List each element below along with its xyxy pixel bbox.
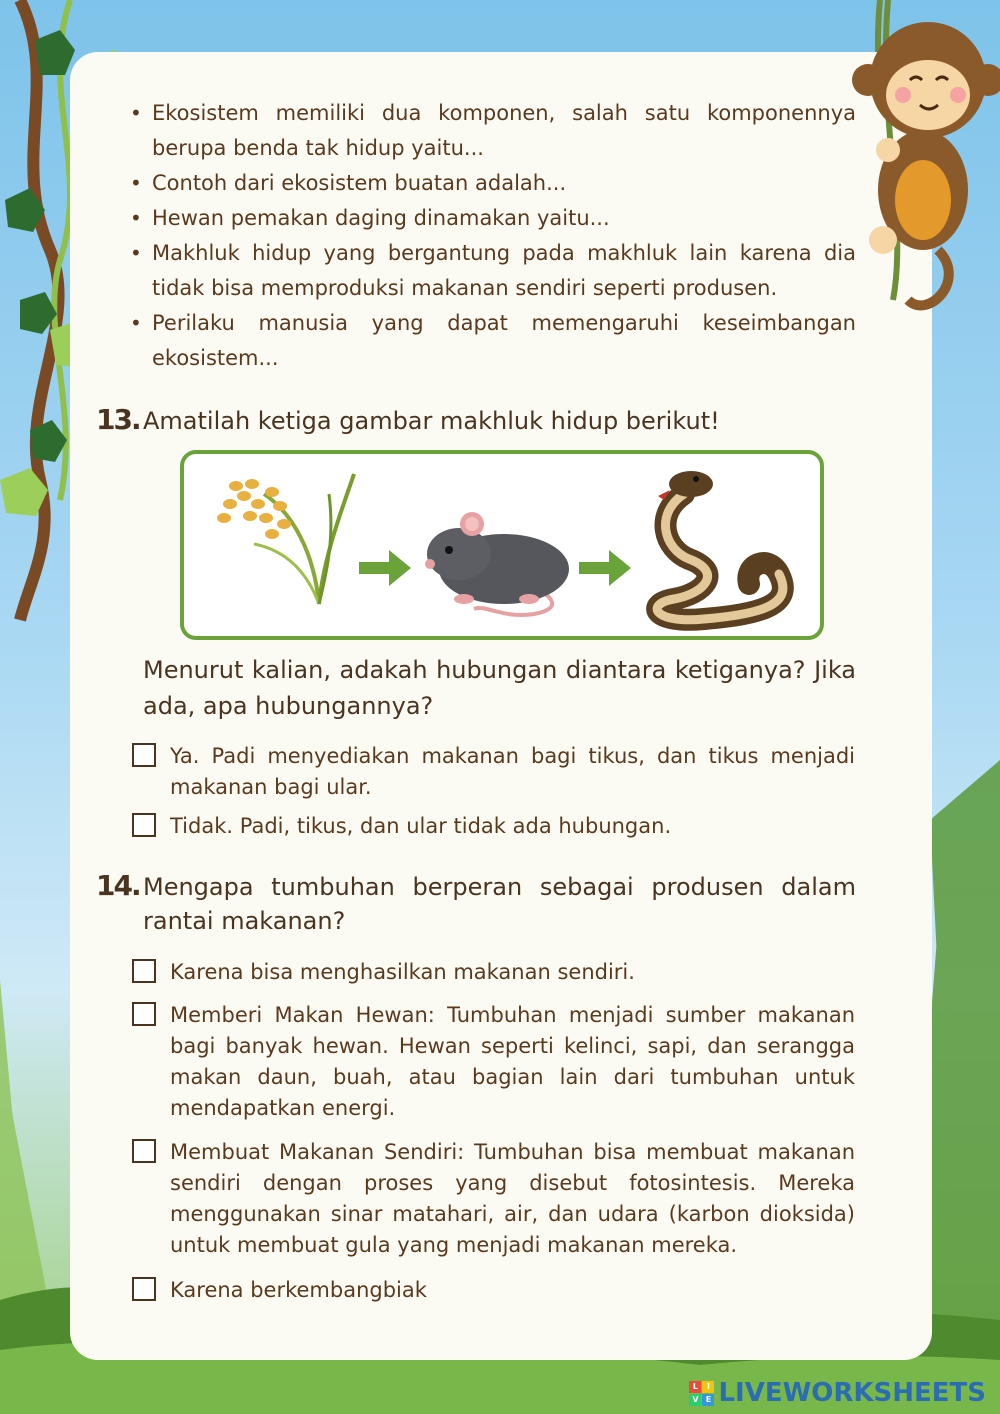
answer-option xyxy=(132,811,856,842)
question-14-number: 14. xyxy=(96,869,140,902)
answer-checkbox[interactable] xyxy=(132,1277,156,1301)
bullet-item: • Makhluk hidup yang bergantung pada makhluk lain karena dia tidak bisa memproduksi makanan sendiri seperti produsen. xyxy=(152,236,856,306)
logo-letter: L xyxy=(689,1381,701,1393)
answer-checkbox[interactable] xyxy=(132,813,156,837)
answer-option xyxy=(132,1000,856,1124)
bullet-list xyxy=(152,96,856,376)
bullet-item: • Contoh dari ekosistem buatan adalah... xyxy=(152,166,856,201)
question-14-text: Mengapa tumbuhan berperan sebagai produsen dalam rantai makanan? xyxy=(143,873,856,935)
answer-option-text: Memberi Makan Hewan: Tumbuhan menjadi sumber makanan bagi banyak hewan. Hewan seperti kelinci, sapi, dan serangga makan daun, buah, atau bagian lain dari tumbuhan untuk mendapatkan energi. xyxy=(170,1003,855,1120)
question-13-text: Amatilah ketiga gambar makhluk hidup berikut! xyxy=(143,407,720,435)
question-13-subquestion: Menurut kalian, adakah hubungan diantara ketiganya? Jika ada, apa hubungannya? xyxy=(143,656,856,720)
brand-name: LIVEWORKSHEETS xyxy=(718,1378,986,1408)
liveworksheets-logo[interactable] xyxy=(689,1378,986,1408)
liveworksheets-logo-mark xyxy=(689,1381,714,1406)
answer-option xyxy=(132,1137,856,1261)
bullet-item: • Hewan pemakan daging dinamakan yaitu... xyxy=(152,201,856,236)
answer-checkbox[interactable] xyxy=(132,743,156,767)
bullet-item: • Ekosistem memiliki dua komponen, salah satu komponennya berupa benda tak hidup yaitu... xyxy=(152,96,856,166)
answer-option xyxy=(132,1275,856,1306)
food-chain-image-frame xyxy=(180,450,824,640)
answer-option-text: Membuat Makanan Sendiri: Tumbuhan bisa membuat makanan sendiri dengan proses yang disebut fotosintesis. Mereka menggunakan sinar matahari, air, dan udara (karbon dioksida) untuk membuat gula yang menjadi makanan mereka. xyxy=(170,1140,855,1257)
monkey-icon xyxy=(848,0,1000,330)
arrow-right-icon xyxy=(579,550,631,586)
logo-letter: E xyxy=(702,1394,714,1406)
mouse-icon xyxy=(425,512,569,615)
logo-letter: V xyxy=(689,1394,701,1406)
bullet-item: • Perilaku manusia yang dapat memengaruhi keseimbangan ekosistem... xyxy=(152,306,856,376)
question-13-number: 13. xyxy=(96,403,140,436)
answer-option-text: Karena berkembangbiak xyxy=(170,1278,427,1302)
logo-letter: I xyxy=(702,1381,714,1393)
answer-option xyxy=(132,741,856,803)
answer-option-text: Ya. Padi menyediakan makanan bagi tikus, dan tikus menjadi makanan bagi ular. xyxy=(170,744,855,799)
answer-checkbox[interactable] xyxy=(132,1139,156,1163)
answer-option-text: Tidak. Padi, tikus, dan ular tidak ada hubungan. xyxy=(170,814,672,838)
answer-option-text: Karena bisa menghasilkan makanan sendiri. xyxy=(170,960,635,984)
answer-checkbox[interactable] xyxy=(132,1002,156,1026)
arrow-right-icon xyxy=(359,550,411,586)
rice-plant-icon xyxy=(217,474,354,604)
answer-option xyxy=(132,957,856,988)
answer-checkbox[interactable] xyxy=(132,959,156,983)
snake-icon xyxy=(657,471,783,620)
